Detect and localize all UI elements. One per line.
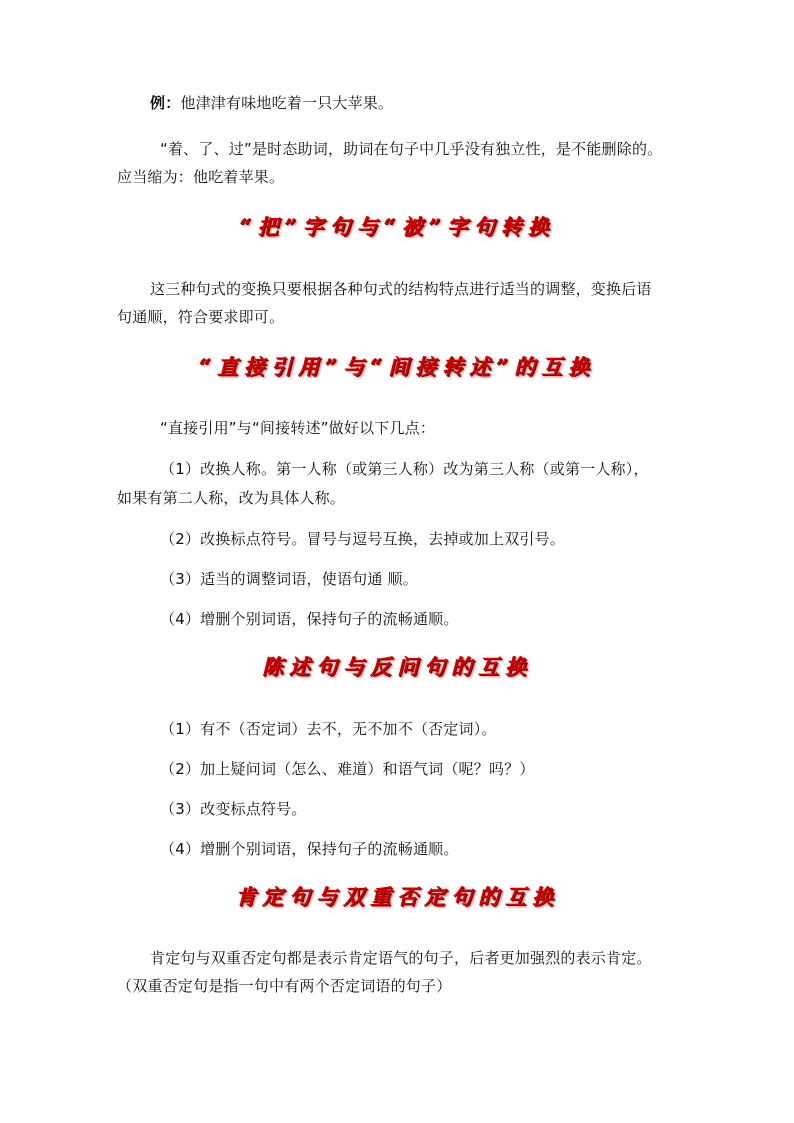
list-item: （1）改换人称。第一人称（或第三人称）改为第三人称（或第一人称）， [160,460,649,478]
section-heading-statement-rhetorical: 陈述句与反问句的互换 [262,654,532,679]
list-item: （3）改变标点符号。 [160,800,307,818]
paragraph-line: 这三种句式的变换只要根据各种句式的结构特点进行适当的调整，变换后语 [150,280,652,298]
example-line [150,90,393,116]
section-heading-direct-indirect: “直接引用”与“间接转述”的互换 [198,354,596,379]
list-item: （2）加上疑问词（怎么、难道）和语气词（呢？吗？） [160,760,535,778]
list-item: （2）改换标点符号。冒号与逗号互换，去掉或加上双引号。 [160,530,565,548]
list-item: （4）增删个别词语，保持句子的流畅通顺。 [160,610,459,628]
list-item-continuation: 如果有第二人称，改为具体人称。 [117,489,346,507]
example-label: 例： [150,94,181,112]
example-text: 他津津有味地吃着一只大苹果。 [180,94,394,112]
list-item: （3）适当的调整词语，使语句通 顺。 [160,570,418,588]
paragraph-line: （双重否定句是指一句中有两个否定词语的句子） [117,977,452,995]
list-item: （1）有不（否定词）去不，无不加不（否定词）。 [160,720,497,738]
paragraph-line: 肯定句与双重否定句都是表示肯定语气的句子，后者更加强烈的表示肯定。 [150,949,652,967]
example-note-line-1: “着、了、过”是时态助词，助词在句子中几乎没有独立性，是不能删除的。 [160,140,663,158]
example-note-line-2: 应当缩为：他吃着苹果。 [117,168,285,186]
section-intro: “直接引用”与“间接转述”做好以下几点： [160,419,436,437]
section-heading-ba-bei: “把”字句与“被”字句转换 [239,214,555,239]
list-item: （4）增删个别词语，保持句子的流畅通顺。 [160,840,459,858]
section-heading-affirmative-double-negative: 肯定句与双重否定句的互换 [235,884,559,909]
paragraph-line: 句通顺，符合要求即可。 [117,308,285,326]
